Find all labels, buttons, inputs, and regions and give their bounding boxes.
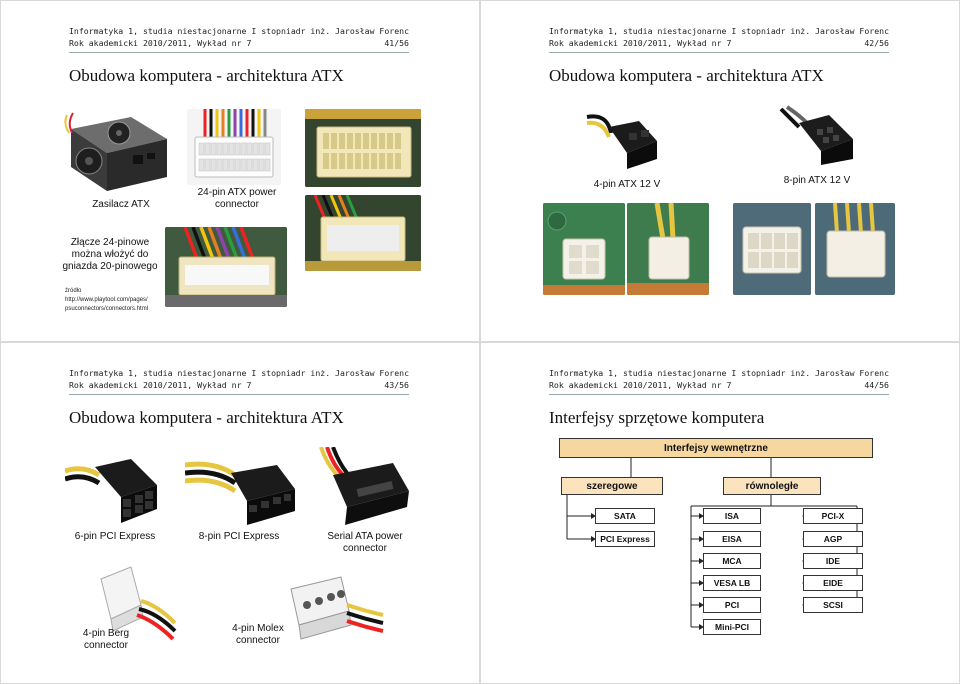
- academic-year: Rok akademicki 2010/2011, Wykład nr 7: [549, 380, 732, 390]
- atx24-connector-photo: [187, 109, 281, 185]
- psu-photo: [61, 109, 173, 193]
- course-name: Informatyka 1, studia niestacjonarne I stopnia: [549, 368, 776, 378]
- source-label: źródło: [65, 288, 82, 294]
- atx12-8pin-socket-photo: [733, 203, 811, 295]
- atx12-8pin-plug-photo: [777, 105, 859, 167]
- slide-41: [1, 1, 479, 341]
- slide-title: Obudowa komputera - architektura ATX: [69, 408, 344, 427]
- caption-4pin: 4-pin ATX 12 V: [593, 179, 661, 190]
- caption-molex: 4-pin Molex connector: [232, 623, 284, 646]
- diagram-item-sata: SATA: [595, 508, 655, 524]
- atx12-4pin-socket-photo: [543, 203, 625, 295]
- caption-berg: 4-pin Berg connector: [82, 628, 130, 651]
- diagram-item-scsi: SCSI: [803, 597, 863, 613]
- author-name: dr inż. Jarosław Forenc: [775, 26, 889, 36]
- slide-42: [481, 1, 959, 341]
- course-name: Informatyka 1, studia niestacjonarne I stopnia: [69, 26, 296, 36]
- atx-plugged-photo: [305, 195, 421, 271]
- author-name: dr inż. Jarosław Forenc: [295, 26, 409, 36]
- pci6-plug-photo: [65, 451, 161, 527]
- atx12-4pin-plugged-photo: [627, 203, 709, 295]
- atx12-4pin-plug-photo: [581, 107, 665, 171]
- caption-sata: Serial ATA power connector: [327, 531, 403, 554]
- caption-fit: Złącze 24-pinowe można włożyć do gniazda 20-pinowego: [62, 237, 158, 272]
- author-name: dr inż. Jarosław Forenc: [775, 368, 889, 378]
- pci8-plug-photo: [185, 455, 297, 527]
- molex-plug-photo: [289, 575, 385, 647]
- slide-43: [1, 343, 479, 683]
- diagram-item-agp: AGP: [803, 531, 863, 547]
- atx-socket-photo: [305, 109, 421, 187]
- page-number: 42/56: [864, 38, 889, 48]
- diagram-item-eide: EIDE: [803, 575, 863, 591]
- caption-atx24: 24-pin ATX power connector: [197, 187, 277, 210]
- header-rule: [69, 394, 409, 395]
- page-number: 44/56: [864, 380, 889, 390]
- atx24-in-20-photo: [165, 227, 287, 307]
- page-number: 41/56: [384, 38, 409, 48]
- caption-psu: Zasilacz ATX: [92, 199, 150, 210]
- diagram-item-pci-express: PCI Express: [595, 531, 655, 547]
- diagram-serial: szeregowe: [561, 477, 663, 495]
- diagram-item-ide: IDE: [803, 553, 863, 569]
- academic-year: Rok akademicki 2010/2011, Wykład nr 7: [69, 38, 252, 48]
- diagram-item-vesa-lb: VESA LB: [703, 575, 761, 591]
- slide-title: Obudowa komputera - architektura ATX: [549, 66, 824, 85]
- caption-pci8: 8-pin PCI Express: [198, 531, 280, 542]
- sata-power-plug-photo: [313, 447, 413, 529]
- diagram-item-mca: MCA: [703, 553, 761, 569]
- diagram-item-eisa: EISA: [703, 531, 761, 547]
- slide-title: Interfejsy sprzętowe komputera: [549, 408, 765, 427]
- diagram-parallel: równoległe: [723, 477, 821, 495]
- diagram-root-internal-interfaces: Interfejsy wewnętrzne: [559, 438, 873, 458]
- diagram-item-isa: ISA: [703, 508, 761, 524]
- slide-44: [481, 343, 959, 683]
- slide-title: Obudowa komputera - architektura ATX: [69, 66, 344, 85]
- diagram-item-mini-pci: Mini-PCI: [703, 619, 761, 635]
- header-rule: [549, 52, 889, 53]
- caption-8pin: 8-pin ATX 12 V: [783, 175, 851, 186]
- course-name: Informatyka 1, studia niestacjonarne I stopnia: [549, 26, 776, 36]
- header-rule: [69, 52, 409, 53]
- course-name: Informatyka 1, studia niestacjonarne I stopnia: [69, 368, 296, 378]
- diagram-item-pci: PCI: [703, 597, 761, 613]
- author-name: dr inż. Jarosław Forenc: [295, 368, 409, 378]
- source-url[interactable]: http://www.playtool.com/pages/ psuconnectors/connectors.html: [65, 297, 149, 312]
- academic-year: Rok akademicki 2010/2011, Wykład nr 7: [69, 380, 252, 390]
- caption-pci6: 6-pin PCI Express: [74, 531, 156, 542]
- atx12-8pin-plugged-photo: [815, 203, 895, 295]
- diagram-item-pci-x: PCI-X: [803, 508, 863, 524]
- academic-year: Rok akademicki 2010/2011, Wykład nr 7: [549, 38, 732, 48]
- page-number: 43/56: [384, 380, 409, 390]
